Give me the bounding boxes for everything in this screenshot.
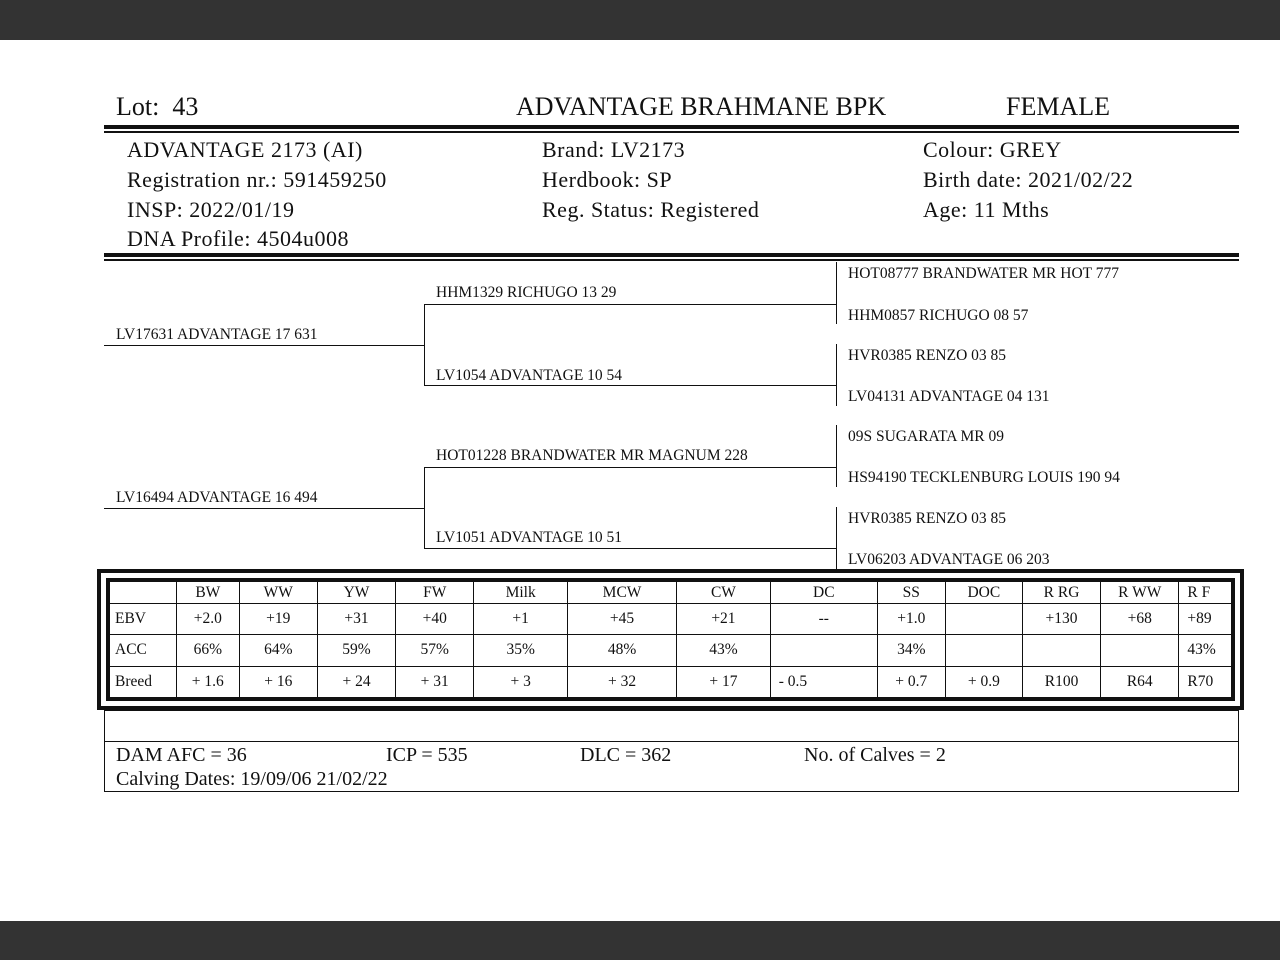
table-cell: +2.0 (176, 604, 239, 635)
pedigree-gen3-1: HOT08777 BRANDWATER MR HOT 777 (848, 265, 1119, 282)
table-cell: + 17 (677, 666, 771, 697)
brand: Brand: LV2173 (542, 137, 686, 162)
age: Age: 11 Mths (923, 197, 1050, 222)
pedigree-gen3-7: HVR0385 RENZO 03 85 (848, 510, 1007, 527)
table-cell: -- (770, 604, 877, 635)
dam-dlc: DLC = 362 (580, 744, 672, 766)
number-of-calves: No. of Calves = 2 (804, 744, 946, 766)
dam-bracket (424, 467, 425, 549)
header-cell: WW (239, 582, 317, 604)
table-cell: + 0.7 (877, 666, 945, 697)
registration-number: Registration nr.: 591459250 (127, 167, 387, 192)
pedigree-gen3-4: LV04131 ADVANTAGE 04 131 (848, 388, 1050, 405)
dam-icp: ICP = 535 (386, 744, 468, 766)
table-cell: + 1.6 (176, 666, 239, 697)
dam-info-box (104, 710, 1239, 792)
dam-line (104, 508, 424, 509)
table-cell: R100 (1022, 666, 1100, 697)
ebv-table (109, 581, 1232, 698)
pedigree-gen3-8: LV06203 ADVANTAGE 06 203 (848, 551, 1050, 568)
table-cell: +89 (1179, 604, 1232, 635)
ebv-table-frame (97, 569, 1244, 710)
dam-info-separator (105, 741, 1238, 742)
table-cell: +31 (317, 604, 395, 635)
pedigree-gen3-5: 09S SUGARATA MR 09 (848, 428, 1004, 445)
table-cell: +21 (677, 604, 771, 635)
gen3-bracket-1 (836, 262, 837, 324)
header-cell: DC (770, 582, 877, 604)
table-cell: + 31 (396, 666, 474, 697)
table-cell: + 32 (568, 666, 677, 697)
pedigree-sire-sire: HHM1329 RICHUGO 13 29 (436, 284, 617, 301)
table-cell: - 0.5 (770, 666, 877, 697)
details-rule-thin (104, 259, 1239, 261)
table-cell: +68 (1101, 604, 1179, 635)
table-cell: 35% (474, 635, 568, 666)
row-label: EBV (110, 604, 177, 635)
header-cell: DOC (945, 582, 1022, 604)
acc-row (110, 635, 1232, 666)
lot-number: 43 (172, 92, 199, 121)
ebv-row (110, 604, 1232, 635)
top-bar (0, 0, 1280, 40)
ebv-header-row (110, 582, 1232, 604)
table-cell: +1 (474, 604, 568, 635)
header-cell: R RG (1022, 582, 1100, 604)
table-cell: +45 (568, 604, 677, 635)
pedigree-dam-dam: LV1051 ADVANTAGE 10 51 (436, 529, 623, 546)
table-cell: R70 (1179, 666, 1232, 697)
table-cell (1022, 635, 1100, 666)
table-cell: +130 (1022, 604, 1100, 635)
header-cell: SS (877, 582, 945, 604)
reg-status: Reg. Status: Registered (542, 197, 760, 222)
dna-profile: DNA Profile: 4504u008 (127, 226, 349, 251)
table-cell: 48% (568, 635, 677, 666)
sale-title: ADVANTAGE BRAHMANE BPK (516, 92, 887, 121)
sire-bracket (424, 304, 425, 386)
table-cell: 34% (877, 635, 945, 666)
gen3-bracket-2 (836, 344, 837, 406)
pedigree-dam: LV16494 ADVANTAGE 16 494 (116, 489, 318, 506)
pedigree-gen3-6: HS94190 TECKLENBURG LOUIS 190 94 (848, 469, 1120, 486)
calving-dates: Calving Dates: 19/09/06 21/02/22 (116, 768, 388, 790)
header-cell: FW (396, 582, 474, 604)
animal-sex: FEMALE (1006, 92, 1110, 121)
header-cell: CW (677, 582, 771, 604)
birth-date: Birth date: 2021/02/22 (923, 167, 1134, 192)
header-cell: R WW (1101, 582, 1179, 604)
lot-heading (116, 92, 198, 122)
row-label: ACC (110, 635, 177, 666)
sire-dam-line (424, 385, 836, 386)
pedigree-gen3-2: HHM0857 RICHUGO 08 57 (848, 307, 1029, 324)
pedigree-gen3-3: HVR0385 RENZO 03 85 (848, 347, 1007, 364)
pedigree-sire: LV17631 ADVANTAGE 17 631 (116, 326, 318, 343)
table-cell: 57% (396, 635, 474, 666)
table-cell: 66% (176, 635, 239, 666)
header-cell: R F (1179, 582, 1232, 604)
table-cell: R64 (1101, 666, 1179, 697)
table-cell: +19 (239, 604, 317, 635)
animal-name: ADVANTAGE 2173 (AI) (127, 137, 363, 162)
insp-date: INSP: 2022/01/19 (127, 197, 295, 222)
table-cell: + 0.9 (945, 666, 1022, 697)
header-cell: Milk (474, 582, 568, 604)
header-cell: YW (317, 582, 395, 604)
details-rule-thick (104, 253, 1239, 257)
header-cell: MCW (568, 582, 677, 604)
pedigree-dam-sire: HOT01228 BRANDWATER MR MAGNUM 228 (436, 447, 748, 464)
header-cell (110, 582, 177, 604)
sire-sire-line (424, 304, 836, 305)
table-cell (945, 604, 1022, 635)
table-cell: + 3 (474, 666, 568, 697)
bottom-bar (0, 921, 1280, 960)
table-cell (945, 635, 1022, 666)
dam-sire-line (424, 467, 836, 468)
table-cell: 59% (317, 635, 395, 666)
dam-dam-line (424, 548, 836, 549)
herdbook: Herdbook: SP (542, 167, 673, 192)
table-cell: +40 (396, 604, 474, 635)
pedigree-sire-dam: LV1054 ADVANTAGE 10 54 (436, 367, 623, 384)
breed-row (110, 666, 1232, 697)
table-cell (1101, 635, 1179, 666)
table-cell: 43% (677, 635, 771, 666)
sire-line (104, 345, 424, 346)
gen3-bracket-3 (836, 425, 837, 487)
header-cell: BW (176, 582, 239, 604)
table-cell: +1.0 (877, 604, 945, 635)
table-cell: 64% (239, 635, 317, 666)
dam-afc: DAM AFC = 36 (116, 744, 247, 766)
table-cell: + 24 (317, 666, 395, 697)
row-label: Breed (110, 666, 177, 697)
header-rule-thick (104, 125, 1239, 129)
table-cell: + 16 (239, 666, 317, 697)
table-cell (770, 635, 877, 666)
header-rule-thin (104, 131, 1239, 133)
colour: Colour: GREY (923, 137, 1062, 162)
gen3-bracket-4 (836, 507, 837, 569)
lot-label: Lot: (116, 92, 160, 121)
table-cell: 43% (1179, 635, 1232, 666)
